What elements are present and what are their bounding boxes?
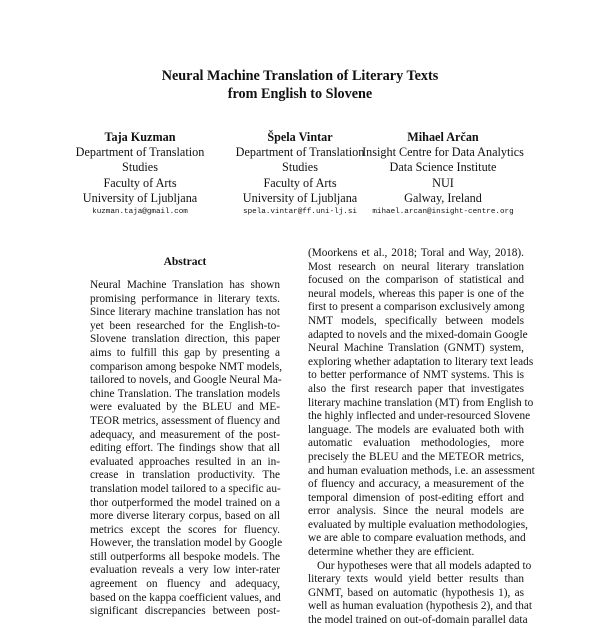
affiliation-line: Studies: [122, 160, 158, 175]
author-email: mihael.arcan@insight-centre.org: [372, 208, 514, 217]
text-line: Neural Machine Translation (GNMT) system,: [308, 342, 524, 355]
affiliation-line: University of Ljubljana: [82, 190, 198, 205]
affiliation-line: NUI: [432, 175, 454, 190]
intro-paragraph: [308, 247, 535, 560]
author-email: kuzman.taja@gmail.com: [92, 208, 188, 217]
text-line: evaluation reveals a very low inter-rater: [90, 564, 280, 577]
text-line: yet been researched for the English-to-: [90, 319, 280, 332]
text-line: the model trained on out-of-domain parallel data: [308, 614, 528, 627]
text-line: we are able to compare evaluation methods, and: [308, 532, 526, 545]
paper-title: [0, 67, 600, 103]
text-line: crease in translation productivity. The: [90, 469, 280, 482]
text-line: based on the kappa coefficient values, and: [90, 591, 281, 604]
text-line: determine whether they are efficient.: [308, 546, 475, 559]
introduction-column: [308, 247, 535, 628]
text-line: were evaluated by the BLEU and ME-: [90, 401, 280, 414]
text-line: error analysis. Since the neural models are: [308, 505, 524, 518]
text-line: aims to fulfill this gap by presenting a: [90, 346, 280, 359]
text-line: language. The models are evaluated both with: [308, 423, 524, 436]
text-line: precisely the BLEU and the METEOR metrics,: [308, 450, 524, 463]
text-line: chine Translation. The translation models: [90, 387, 280, 400]
affiliation-line: Department of Translation: [75, 145, 205, 160]
title-line: Neural Machine Translation of Literary Texts: [161, 68, 439, 84]
author-block: [348, 130, 538, 218]
affiliation-line: University of Ljubljana: [242, 190, 358, 205]
text-line: automatic evaluation methodologies, more: [308, 437, 524, 450]
abstract-body: [90, 279, 283, 619]
affiliation-line: Galway, Ireland: [404, 190, 482, 205]
text-line: more diverse literary corpus, based on all: [90, 510, 280, 523]
text-line: well as human evaluation (hypothesis 2), and that: [308, 600, 533, 613]
affiliation-line: Studies: [282, 160, 318, 175]
author-email: spela.vintar@ff.uni-lj.si: [243, 208, 357, 217]
text-line: temporal dimension of post-editing effort and: [308, 491, 524, 504]
text-line: first to present a comparison exclusively among: [308, 301, 525, 314]
text-line: promising performance in literary texts.: [90, 292, 280, 305]
text-line: tailored to novels, and Google Neural Ma-: [90, 374, 282, 387]
text-line: metrics except the scores for fluency.: [90, 523, 280, 536]
author-block: [55, 130, 225, 218]
text-line: translation model tailored to a specific au-: [90, 482, 281, 495]
text-line: editing effort. The findings show that all: [90, 442, 280, 455]
text-line: Our hypotheses were that all models adapted to: [317, 559, 532, 572]
text-line: literary machine translation (MT) from English to: [308, 396, 534, 409]
abstract-heading: Abstract: [163, 256, 207, 268]
text-line: of fluency and accuracy, a measurement of the: [308, 478, 524, 491]
text-line: to better performance of NMT systems. This is: [308, 369, 524, 382]
affiliation-line: Faculty of Arts: [103, 175, 177, 190]
text-line: thor outperformed the model trained on a: [90, 496, 280, 509]
text-line: exploring whether adaptation to literary text leads: [308, 355, 534, 368]
text-line: NMT models, specifically between models: [308, 314, 524, 327]
text-line: agreement on fluency and adequacy,: [90, 578, 280, 591]
affiliation-line: Faculty of Arts: [263, 175, 337, 190]
text-line: still outperforms all bespoke models. The: [90, 550, 280, 563]
text-line: adequacy, and measurement of the post-: [90, 428, 280, 441]
author-name: Taja Kuzman: [104, 130, 176, 144]
text-line: GNMT, based on automatic (hypothesis 1), as: [308, 586, 524, 599]
affiliation-line: Data Science Institute: [389, 160, 497, 175]
text-line: Most research on neural literary translation: [308, 260, 524, 273]
text-line: (Moorkens et al., 2018; Toral and Way, 2018).: [308, 247, 524, 259]
intro-paragraph: [308, 559, 533, 628]
text-line: neural models, whereas this paper is one of the: [308, 287, 524, 300]
affiliation-line: Department of Translation: [235, 145, 365, 160]
text-line: Slovene translation direction, this paper: [90, 333, 280, 346]
text-line: and human evaluation methods, i.e. an assessment: [308, 464, 535, 477]
title-line: from English to Slovene: [227, 86, 373, 102]
text-line: TEOR metrics, assessment of fluency and: [90, 414, 280, 427]
text-line: the highly inflected and under-resourced Slovene: [308, 410, 531, 423]
text-line: Neural Machine Translation has shown: [90, 279, 280, 291]
text-line: literary texts would yield better results than: [308, 573, 524, 586]
text-line: adapted to novels and the mixed-domain Google: [308, 328, 528, 341]
text-line: evaluated approaches resulted in an in-: [90, 455, 280, 468]
author-name: Špela Vintar: [267, 130, 333, 144]
text-line: evaluated by multiple evaluation methodologies,: [308, 518, 528, 531]
text-line: However, the translation model by Google: [90, 537, 283, 550]
text-line: focused on the comparison of statistical and: [308, 274, 524, 287]
text-line: Since literary machine translation has not: [90, 306, 280, 319]
affiliation-line: Insight Centre for Data Analytics: [362, 145, 524, 160]
text-line: comparison among bespoke NMT models,: [90, 360, 283, 373]
author-name: Mihael Arčan: [407, 130, 479, 144]
text-line: also the first research paper that investigates: [308, 382, 524, 395]
text-line: significant discrepancies between post-: [90, 605, 280, 618]
